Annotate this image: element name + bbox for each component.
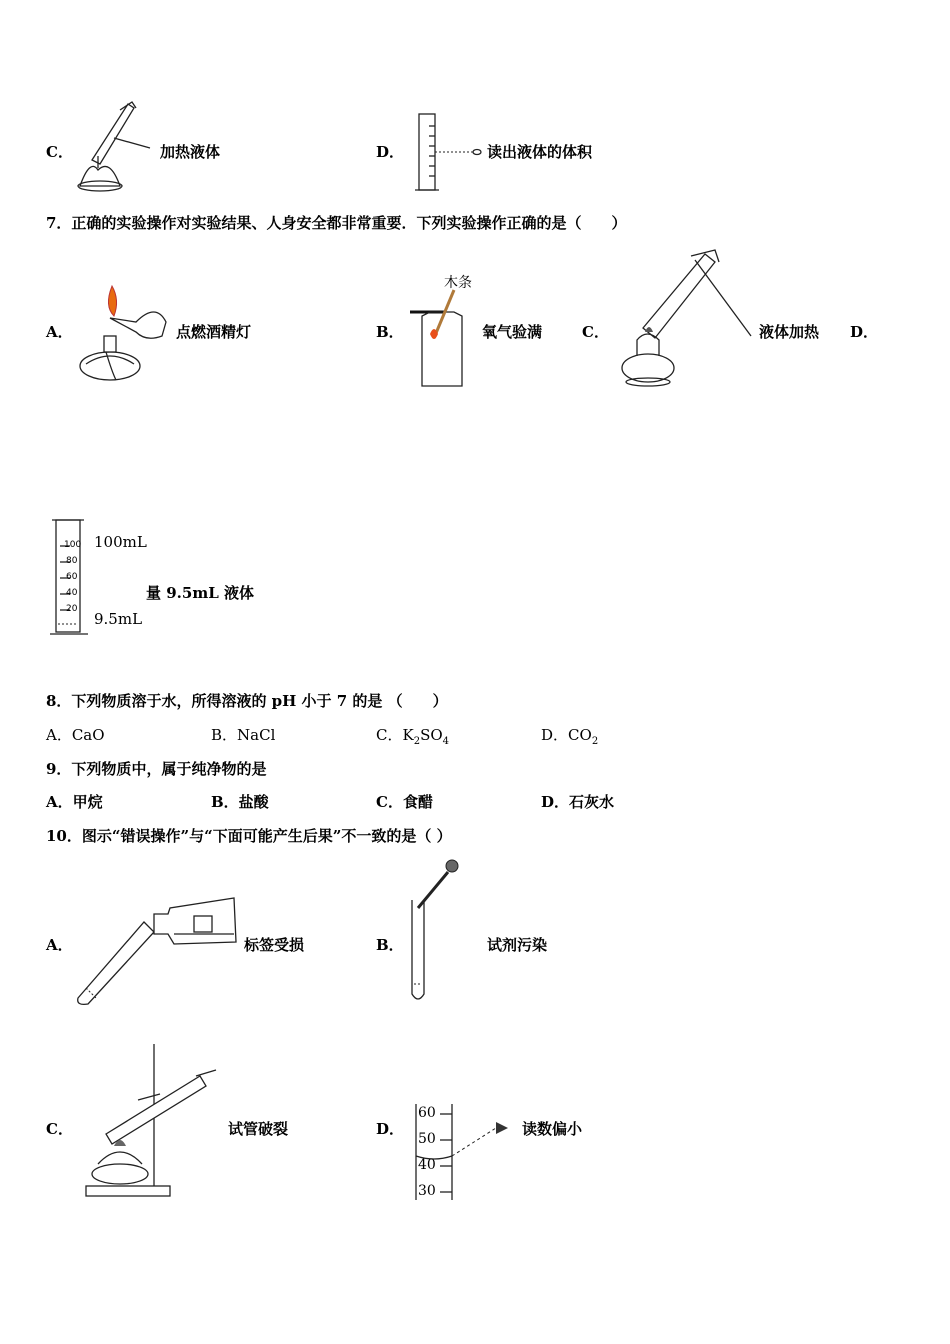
d-tick-50: 50 (418, 1131, 436, 1147)
q10-option-d-label: 读数偏小 (522, 1120, 583, 1138)
q7-stem: 7．正确的实验操作对实验结果、人身安全都非常重要．下列实验操作正确的是（ ） (46, 214, 627, 232)
q7-option-d-label: 量 9.5mL 液体 (146, 584, 254, 602)
cyl-bottom-label: 9.5mL (94, 610, 143, 628)
q7-option-a-letter: A． (46, 323, 73, 341)
heating-liquid-illustration (70, 98, 160, 193)
q10-option-a-label: 标签受损 (244, 936, 305, 954)
q8-option-c: C．$K_2SO_4$ (376, 726, 450, 747)
cyl-tick-100: 100 (64, 540, 82, 550)
q9-option-b: B．盐酸 (211, 793, 269, 811)
q8-option-b: B．NaCl (211, 726, 276, 744)
q8-option-a: A．CaO (46, 726, 105, 744)
q6-option-d-letter: D． (376, 143, 405, 161)
q6-option-c-letter: C． (46, 143, 73, 161)
d-tick-40: 40 (418, 1157, 436, 1173)
cyl-top-label: 100mL (94, 533, 147, 551)
cyl-tick-40: 40 (66, 588, 78, 598)
q7-option-b-label: 氧气验满 (482, 323, 543, 341)
q10-option-b-letter: B． (376, 936, 404, 954)
q10-stem: 10．图示“错误操作”与“下面可能产生后果”不一致的是（ ） (46, 827, 452, 845)
q6-option-c-label: 加热液体 (160, 143, 221, 161)
q7-option-b-letter: B． (376, 323, 404, 341)
q10-option-b-label: 试剂污染 (487, 936, 548, 954)
q10-option-c-letter: C． (46, 1120, 73, 1138)
q8-option-d: D．$CO_2$ (541, 726, 599, 747)
dropper-in-tube-illustration (404, 858, 464, 1006)
oxygen-test-illustration (408, 290, 478, 390)
d-tick-30: 30 (418, 1183, 436, 1199)
cyl-tick-80: 80 (66, 556, 78, 566)
pouring-reagent-illustration (74, 894, 240, 1006)
q8-stem: 8．下列物质溶于水，所得溶液的 pH 小于 7 的是 （ ） (46, 692, 448, 710)
graduated-cylinder-reading-illustration (415, 112, 490, 194)
q9-stem: 9．下列物质中，属于纯净物的是 (46, 760, 267, 778)
q7-option-c-letter: C． (582, 323, 609, 341)
q9-option-a: A．甲烷 (46, 793, 103, 811)
d-tick-60: 60 (418, 1105, 436, 1121)
q9-option-d: D．石灰水 (541, 793, 615, 811)
heating-liquid-correct-illustration (615, 248, 755, 390)
q7-option-a-label: 点燃酒精灯 (176, 323, 252, 341)
q10-option-d-letter: D． (376, 1120, 405, 1138)
q6-option-d-label: 读出液体的体积 (487, 143, 593, 161)
cyl-tick-20: 20 (66, 604, 78, 614)
wood-stick-label: 木条 (444, 275, 472, 291)
q9-option-c: C．食醋 (376, 793, 433, 811)
iron-stand-heating-illustration (76, 1040, 226, 1202)
q10-option-a-letter: A． (46, 936, 73, 954)
lighting-alcohol-lamp-illustration (76, 282, 176, 386)
cyl-tick-60: 60 (66, 572, 78, 582)
q7-option-c-label: 液体加热 (759, 323, 820, 341)
q7-option-d-letter: D． (850, 323, 879, 341)
q10-option-c-label: 试管破裂 (228, 1120, 289, 1138)
